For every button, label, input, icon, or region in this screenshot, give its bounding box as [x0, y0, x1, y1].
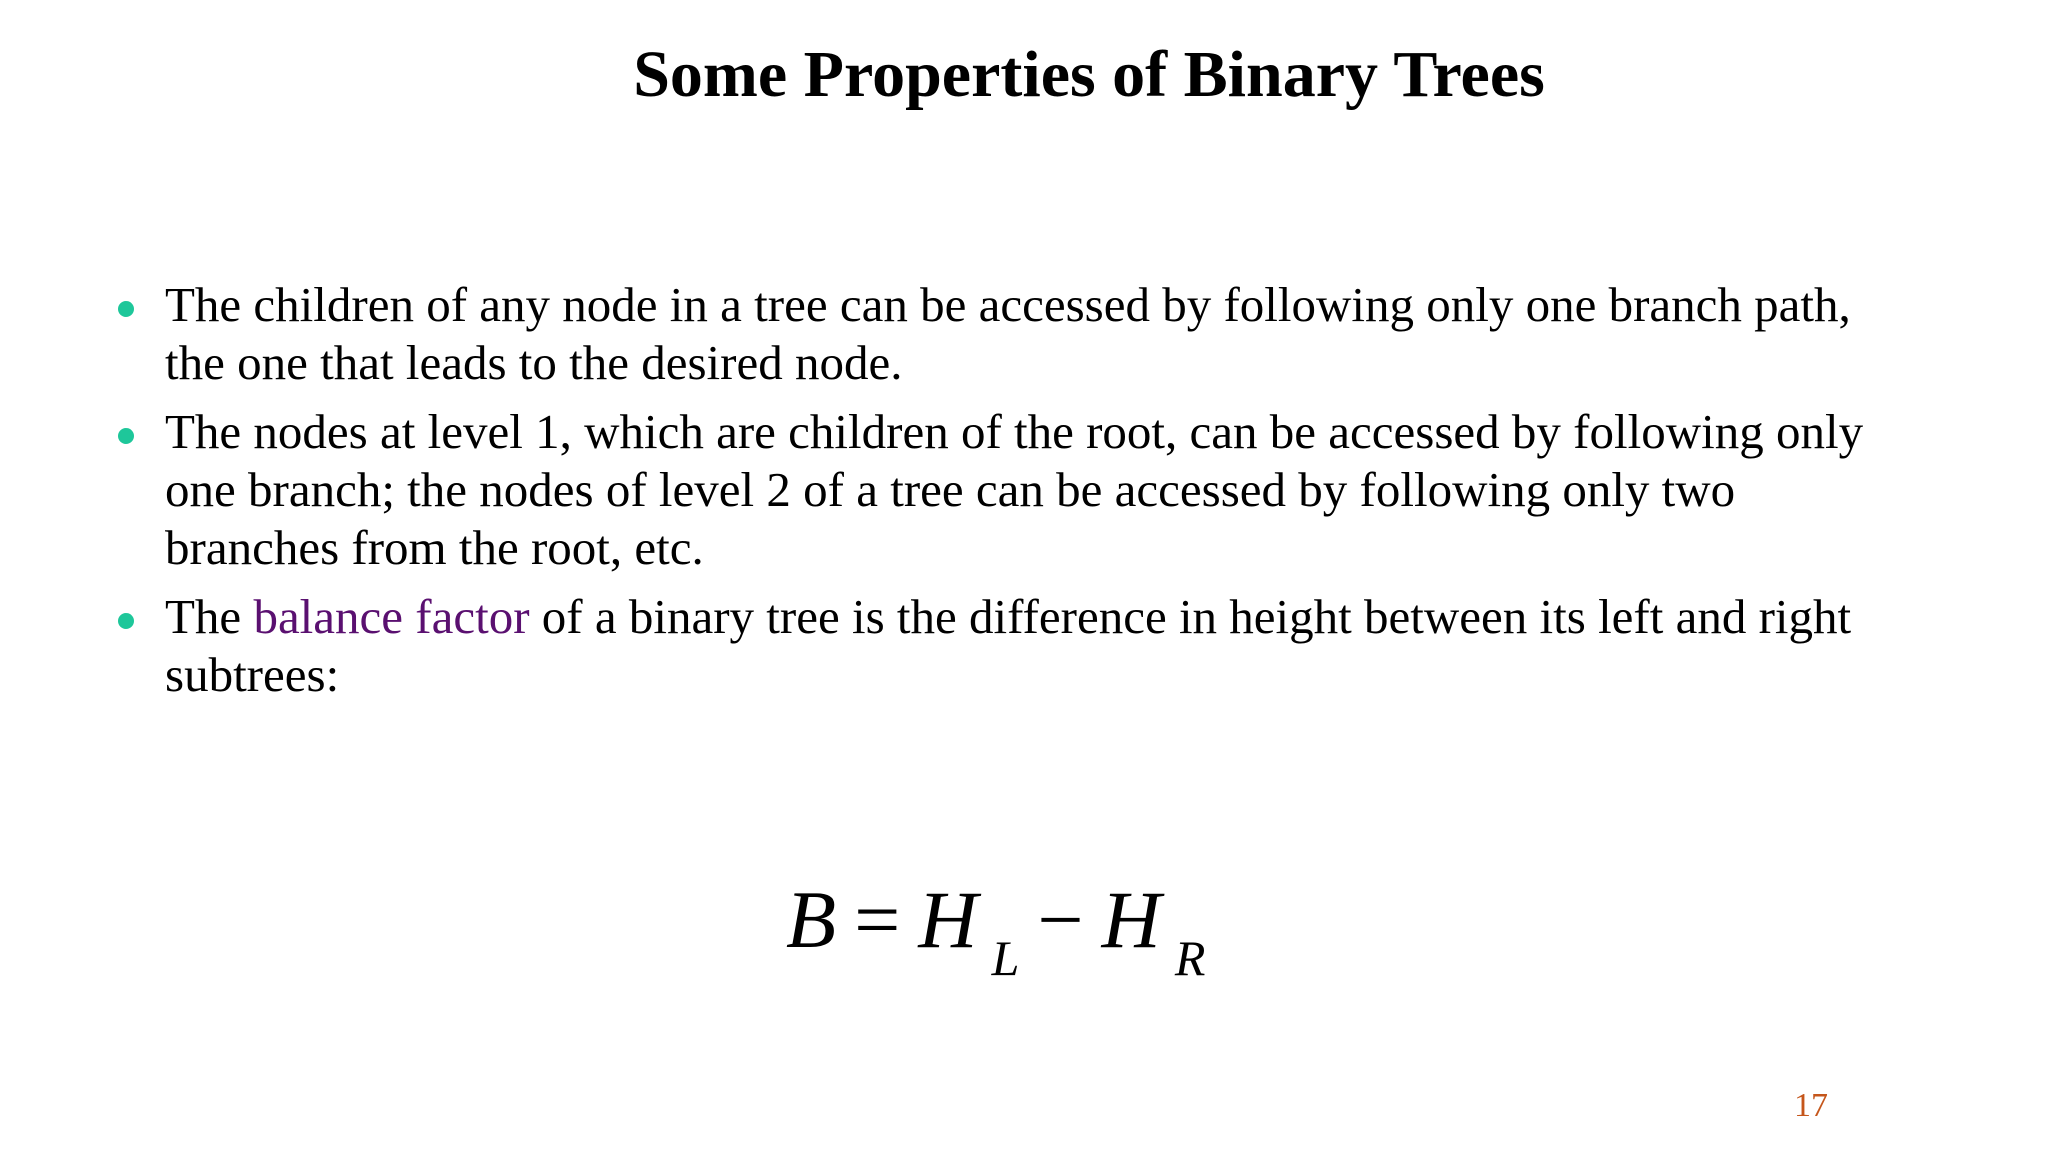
bullet-dot-icon	[118, 613, 134, 629]
bullet-text: The nodes at level 1, which are children of the root, can be accessed by following only one branch; the nodes of level 2 of a tree can be accessed by following only two branches from the root, etc.	[165, 404, 1864, 575]
formula-term2: H	[1101, 874, 1161, 965]
bullet-item	[112, 403, 1892, 577]
balance-factor-formula	[786, 870, 1206, 986]
formula-minus: −	[1037, 874, 1084, 965]
formula-equals: =	[854, 874, 901, 965]
bullet-item	[112, 276, 1892, 392]
bullet-dot-icon	[118, 428, 134, 444]
formula-term2-subscript: R	[1174, 930, 1206, 986]
formula-term1: H	[918, 874, 978, 965]
bullet-item	[112, 588, 1892, 704]
bullet-text: The children of any node in a tree can be accessed by following only one branch path, the one that leads to the desired node.	[165, 277, 1851, 390]
bullet-text-prefix: The	[165, 589, 254, 644]
formula-lhs: B	[786, 874, 837, 965]
bullet-list	[112, 276, 1892, 715]
formula-term1-subscript: L	[991, 930, 1020, 986]
bullet-dot-icon	[118, 301, 134, 317]
bullet-text-suffix: of a binary tree is the difference in height between its left and right subtrees:	[165, 589, 1852, 702]
balance-factor-term: balance factor	[253, 589, 530, 644]
slide-title: Some Properties of Binary Trees	[633, 38, 1545, 111]
page-number: 17	[1794, 1087, 1828, 1124]
